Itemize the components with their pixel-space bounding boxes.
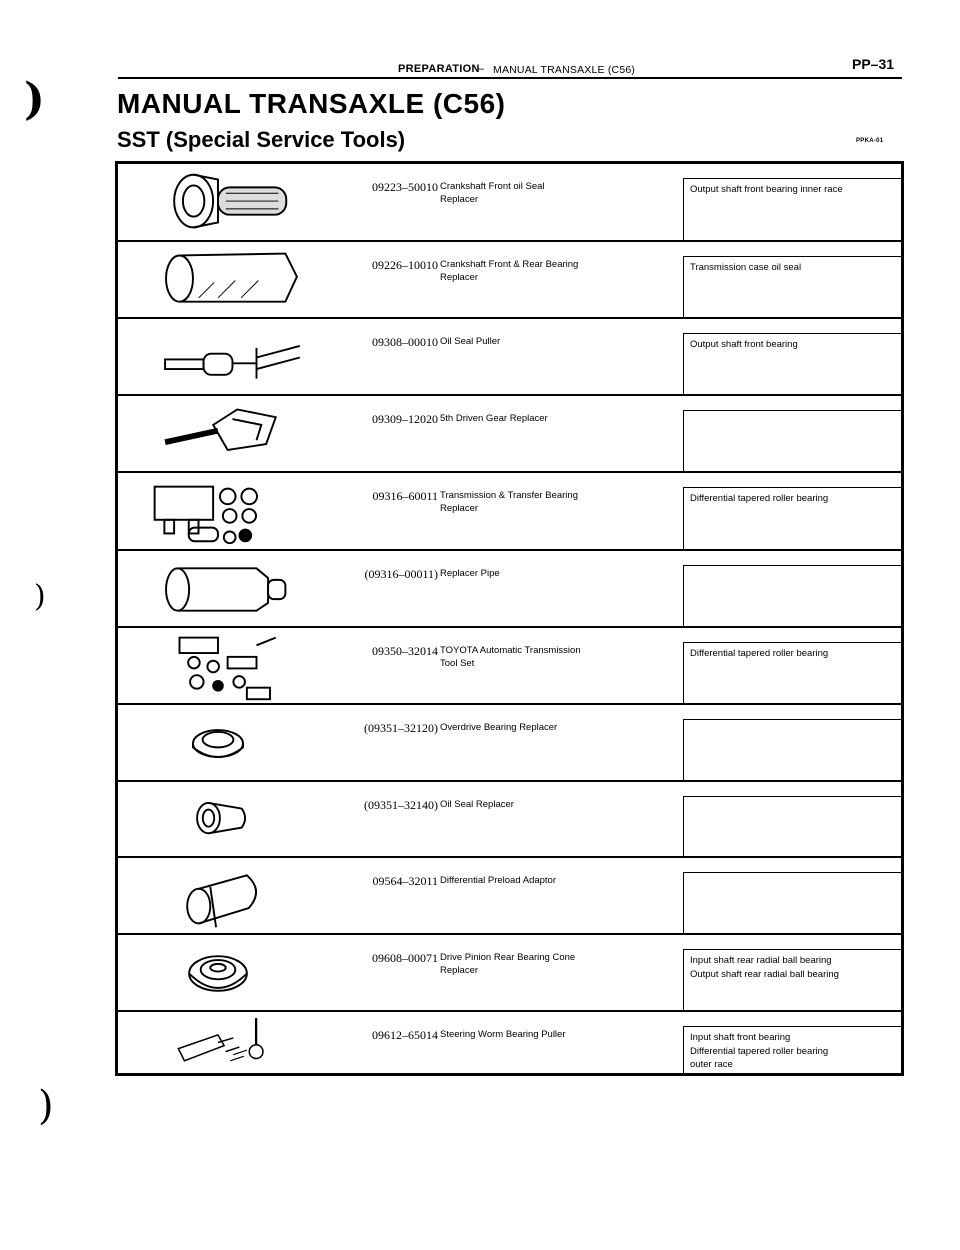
tool-name-line: Crankshaft Front & Rear Bearing [440, 259, 579, 270]
tool-application [683, 256, 901, 317]
tool-row [118, 319, 901, 396]
tool-name [440, 489, 680, 515]
tool-name [440, 951, 680, 977]
tool-row [118, 935, 901, 1012]
tool-application [683, 949, 901, 1010]
tool-illustration [118, 396, 318, 471]
tool-row [118, 1012, 901, 1073]
tool-name-line: Oil Seal Replacer [440, 799, 514, 810]
tool-name-line: TOYOTA Automatic Transmission [440, 645, 581, 656]
tool-illustration [118, 1012, 318, 1073]
tool-application [683, 1026, 901, 1073]
tool-name-line: Replacer [440, 194, 479, 205]
tool-name [440, 644, 680, 670]
tool-application-line: Output shaft rear radial ball bearing [690, 968, 839, 980]
gear-replacer-icon [118, 396, 318, 473]
tool-name-line: Replacer Pipe [440, 568, 500, 579]
tool-application-line: Output shaft front bearing [690, 339, 798, 350]
tool-part-number: 09316–60011 [372, 489, 438, 503]
tool-name [440, 874, 680, 887]
bearing-replacer-set-icon [118, 473, 318, 551]
header-separator: – [478, 63, 485, 75]
tool-part-number: (09351–32120) [364, 721, 438, 735]
tool-name-line: 5th Driven Gear Replacer [440, 413, 548, 424]
binder-mark-icon: ) [38, 1083, 54, 1129]
replacer-pipe-icon [118, 551, 318, 628]
tool-name-line: Transmission & Transfer Bearing [440, 490, 578, 501]
tool-part-number: (09351–32140) [364, 798, 438, 812]
tool-name-line: Tool Set [440, 658, 475, 669]
tool-name [440, 412, 680, 425]
tool-row [118, 242, 901, 319]
header-subsection: MANUAL TRANSAXLE (C56) [493, 64, 636, 76]
overdrive-bearing-replacer-icon [118, 705, 318, 782]
tool-application-line: Differential tapered roller bearing [690, 648, 829, 659]
tool-application [683, 487, 901, 549]
tool-name [440, 567, 680, 580]
tool-illustration [118, 628, 318, 703]
oil-seal-puller-icon [118, 319, 318, 396]
binder-mark-icon: ) [34, 579, 46, 614]
tool-part-number: 09350–32014 [372, 644, 438, 658]
oil-seal-replacer-icon [118, 782, 318, 858]
tool-row [118, 164, 901, 242]
tool-row [118, 396, 901, 473]
page-title: MANUAL TRANSAXLE (C56) [117, 88, 506, 119]
tool-part-number: 09608–00071 [372, 951, 438, 965]
tool-illustration [118, 551, 318, 626]
tool-part-number: 09564–32011 [372, 874, 438, 888]
tool-name [440, 721, 680, 734]
tool-name [440, 258, 680, 284]
tool-illustration [118, 473, 318, 549]
tool-name-line: Replacer [440, 965, 479, 976]
tool-application [683, 642, 901, 703]
header-section: PREPARATION [398, 63, 480, 75]
tool-part-number: 09309–12020 [372, 412, 438, 426]
tool-name [440, 1028, 680, 1041]
tool-illustration [118, 164, 318, 240]
tool-row [118, 782, 901, 858]
tool-name-line: Replacer [440, 272, 479, 283]
tool-name-line: Crankshaft Front oil Seal [440, 181, 545, 192]
tool-name [440, 335, 680, 348]
tool-row [118, 628, 901, 705]
tool-illustration [118, 935, 318, 1010]
tool-name-line: Steering Worm Bearing Puller [440, 1029, 566, 1040]
tool-name [440, 798, 680, 811]
tool-application [683, 410, 901, 471]
tool-application [683, 333, 901, 394]
tool-illustration [118, 242, 318, 317]
tool-part-number: 09223–50010 [372, 180, 438, 194]
tool-part-number: 09226–10010 [372, 258, 438, 272]
worm-bearing-puller-icon [118, 1012, 318, 1073]
tool-application [683, 565, 901, 626]
bearing-cone-replacer-icon [118, 935, 318, 1012]
tool-row [118, 473, 901, 551]
tool-application [683, 178, 901, 240]
tool-row [118, 858, 901, 935]
page-subtitle: SST (Special Service Tools) [117, 127, 406, 152]
tool-name-line: Oil Seal Puller [440, 336, 501, 347]
tool-part-number: 09308–00010 [372, 335, 438, 349]
tool-application-line: Differential tapered roller bearing [690, 1045, 829, 1057]
tool-part-number: 09612–65014 [372, 1028, 438, 1042]
figure-code: PPKA-01 [856, 138, 884, 144]
tool-application-line: outer race [690, 1059, 733, 1070]
tool-application-line: Input shaft rear radial ball bearing [690, 955, 832, 966]
binder-mark-icon: ) [24, 74, 45, 125]
tool-row [118, 551, 901, 628]
tool-row [118, 705, 901, 782]
tool-name [440, 180, 680, 206]
tool-illustration [118, 705, 318, 780]
tool-application [683, 796, 901, 856]
tool-application-line: Input shaft front bearing [690, 1032, 791, 1043]
bearing-replacer-icon [118, 242, 318, 319]
tool-name-line: Differential Preload Adaptor [440, 875, 557, 886]
sst-table [115, 161, 904, 1076]
tool-application-line: Transmission case oil seal [690, 262, 802, 273]
header-rule [118, 77, 902, 79]
tool-part-number: (09316–00011) [364, 567, 438, 581]
tool-application-line: Output shaft front bearing inner race [690, 184, 843, 195]
preload-adaptor-icon [118, 858, 318, 935]
page-number: PP–31 [852, 56, 895, 72]
tool-name-line: Replacer [440, 503, 479, 514]
tool-illustration [118, 858, 318, 933]
tool-application [683, 719, 901, 780]
tool-name-line: Drive Pinion Rear Bearing Cone [440, 952, 576, 963]
tool-application [683, 872, 901, 933]
tool-set-icon [118, 628, 318, 705]
tool-illustration [118, 319, 318, 394]
tool-application-line: Differential tapered roller bearing [690, 493, 829, 504]
tool-name-line: Overdrive Bearing Replacer [440, 722, 558, 733]
seal-replacer-icon [118, 164, 318, 242]
tool-illustration [118, 782, 318, 856]
